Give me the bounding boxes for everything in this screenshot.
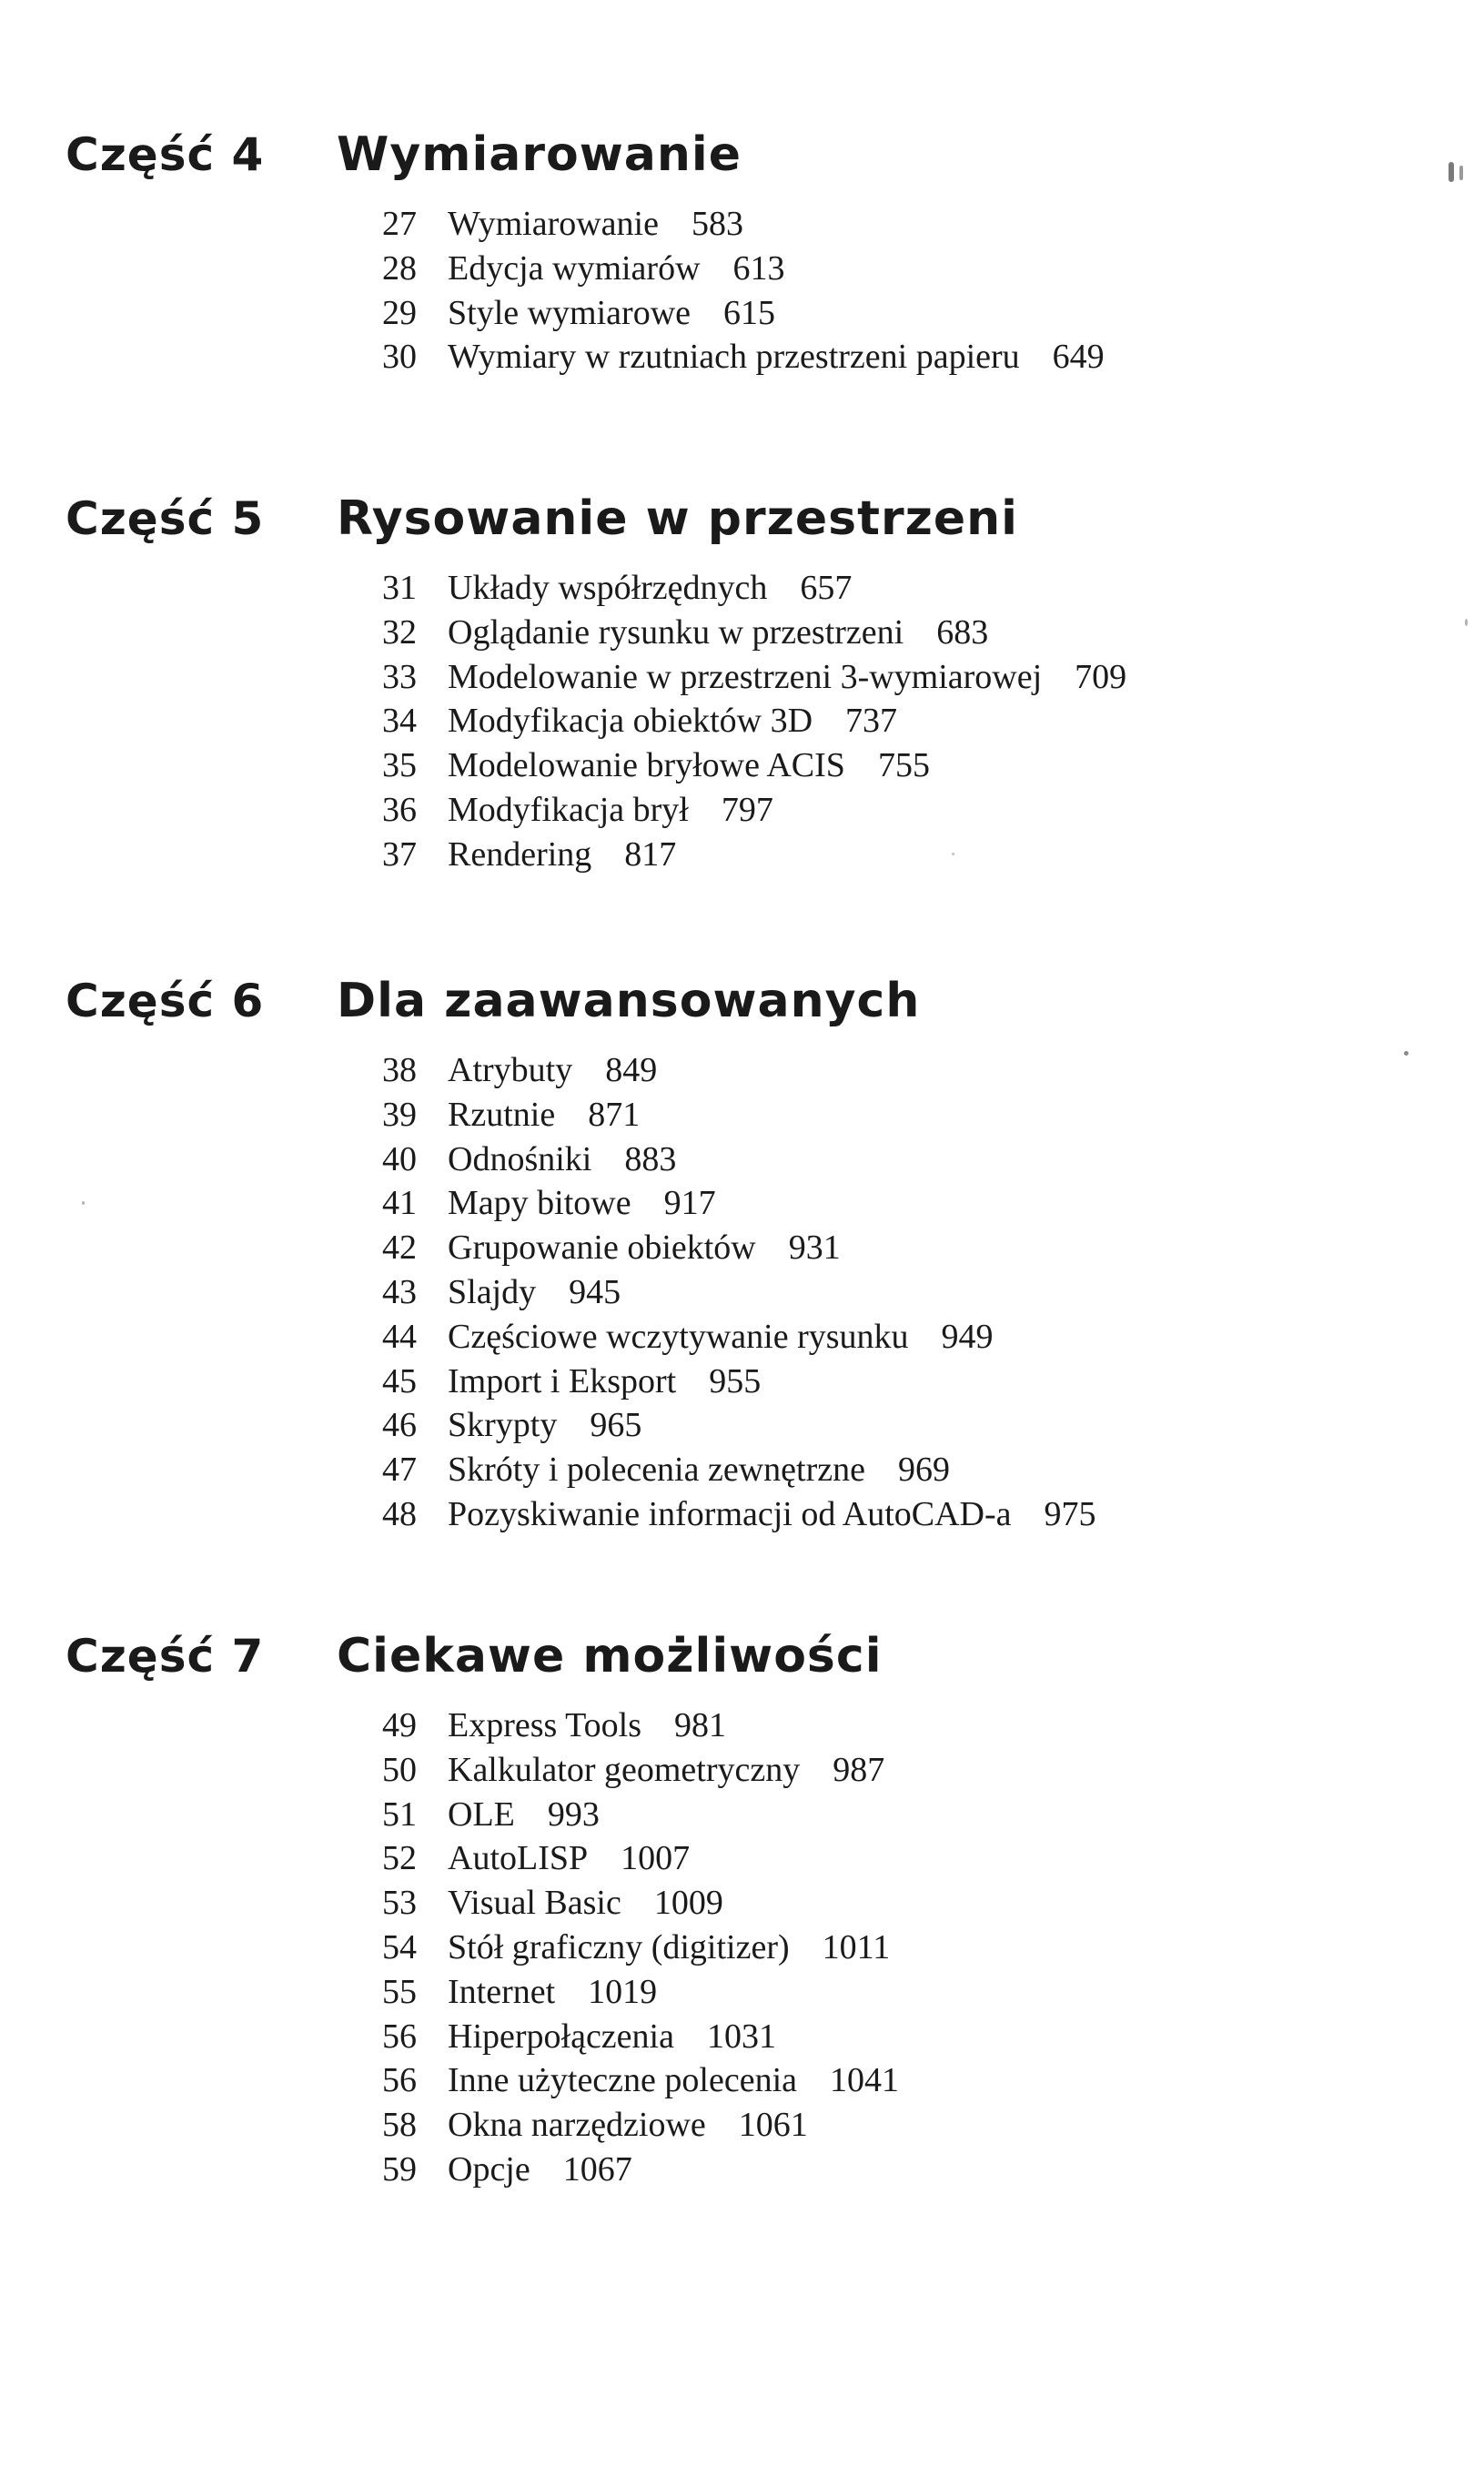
chapter-item bbox=[382, 1403, 1096, 1448]
chapter-item bbox=[382, 611, 1126, 655]
chapter-number: 30 bbox=[382, 338, 417, 377]
chapter-item bbox=[382, 1836, 899, 1881]
chapter-item bbox=[382, 833, 1126, 877]
chapter-page: 1061 bbox=[738, 2106, 808, 2145]
chapter-page: 613 bbox=[732, 248, 785, 288]
part-title: Wymiarowanie bbox=[337, 127, 742, 182]
chapter-title: Inne użyteczne polecenia bbox=[448, 2061, 797, 2100]
chapter-page: 709 bbox=[1075, 657, 1127, 696]
chapter-item bbox=[382, 291, 1105, 336]
chapter-number: 36 bbox=[382, 790, 417, 829]
scan-speck bbox=[1459, 166, 1463, 180]
chapter-title: Częściowe wczytywanie rysunku bbox=[448, 1317, 909, 1356]
chapter-page: 1009 bbox=[653, 1884, 723, 1923]
chapter-page: 683 bbox=[936, 612, 989, 652]
chapter-page: 1067 bbox=[562, 2149, 632, 2189]
chapter-list bbox=[382, 566, 1126, 877]
chapter-list bbox=[382, 202, 1105, 379]
chapter-page: 1007 bbox=[621, 1839, 691, 1878]
chapter-title: Kalkulator geometryczny bbox=[448, 1750, 801, 1789]
chapter-item bbox=[382, 202, 1105, 247]
chapter-item bbox=[382, 743, 1126, 788]
chapter-number: 52 bbox=[382, 1839, 417, 1878]
chapter-number: 53 bbox=[382, 1884, 417, 1923]
chapter-item bbox=[382, 1793, 899, 1837]
chapter-title: Rendering bbox=[448, 834, 592, 874]
chapter-number: 28 bbox=[382, 248, 417, 288]
part-title: Ciekawe możliwości bbox=[337, 1629, 883, 1683]
chapter-page: 955 bbox=[709, 1361, 762, 1400]
chapter-page: 797 bbox=[721, 790, 773, 829]
chapter-number: 27 bbox=[382, 205, 417, 243]
chapter-number: 56 bbox=[382, 2017, 417, 2056]
chapter-title: Internet bbox=[448, 1972, 556, 2011]
chapter-item bbox=[382, 1970, 899, 2015]
chapter-number: 49 bbox=[382, 1706, 417, 1744]
part-title: Dla zaawansowanych bbox=[337, 974, 921, 1028]
chapter-title: Opcje bbox=[448, 2149, 530, 2189]
chapter-number: 55 bbox=[382, 1972, 417, 2011]
chapter-title: Wymiary w rzutniach przestrzeni papieru bbox=[448, 338, 1020, 377]
part-title: Rysowanie w przestrzeni bbox=[337, 491, 1018, 546]
chapter-title: Edycja wymiarów bbox=[448, 248, 701, 288]
chapter-title: Wymiarowanie bbox=[448, 205, 659, 243]
chapter-page: 883 bbox=[624, 1139, 677, 1178]
chapter-page: 755 bbox=[877, 746, 930, 785]
chapter-number: 42 bbox=[382, 1228, 417, 1268]
chapter-page: 993 bbox=[547, 1794, 600, 1834]
chapter-page: 649 bbox=[1052, 338, 1105, 377]
chapter-number: 51 bbox=[382, 1794, 417, 1834]
chapter-page: 1019 bbox=[588, 1972, 658, 2011]
chapter-list bbox=[382, 1703, 899, 2192]
chapter-item bbox=[382, 1492, 1096, 1537]
chapter-number: 31 bbox=[382, 569, 417, 607]
chapter-page: 975 bbox=[1044, 1494, 1096, 1533]
chapter-page: 965 bbox=[590, 1406, 642, 1445]
chapter-item bbox=[382, 1926, 899, 1970]
chapter-item bbox=[382, 788, 1126, 833]
chapter-page: 615 bbox=[723, 293, 776, 332]
chapter-title: Okna narzędziowe bbox=[448, 2106, 706, 2145]
chapter-number: 37 bbox=[382, 834, 417, 874]
chapter-number: 50 bbox=[382, 1750, 417, 1789]
chapter-item bbox=[382, 1137, 1096, 1182]
part-label: Część 7 bbox=[66, 1630, 265, 1683]
chapter-title: Pozyskiwanie informacji od AutoCAD-a bbox=[448, 1494, 1012, 1533]
chapter-item bbox=[382, 335, 1105, 379]
chapter-page: 657 bbox=[800, 569, 853, 607]
chapter-number: 45 bbox=[382, 1361, 417, 1400]
chapter-item bbox=[382, 1048, 1096, 1093]
chapter-number: 54 bbox=[382, 1927, 417, 1966]
chapter-page: 1011 bbox=[822, 1927, 891, 1966]
chapter-title: Rzutnie bbox=[448, 1095, 556, 1134]
chapter-number: 58 bbox=[382, 2106, 417, 2145]
chapter-title: Import i Eksport bbox=[448, 1361, 677, 1400]
chapter-number: 59 bbox=[382, 2149, 417, 2189]
part-label: Część 4 bbox=[66, 128, 265, 181]
chapter-number: 39 bbox=[382, 1095, 417, 1134]
chapter-list bbox=[382, 1048, 1096, 1537]
chapter-number: 29 bbox=[382, 293, 417, 332]
chapter-page: 1031 bbox=[706, 2017, 776, 2056]
chapter-item bbox=[382, 1360, 1096, 1404]
chapter-number: 48 bbox=[382, 1494, 417, 1533]
chapter-title: Modelowanie bryłowe ACIS bbox=[448, 746, 845, 785]
chapter-page: 917 bbox=[663, 1184, 716, 1223]
chapter-item bbox=[382, 1703, 899, 1748]
chapter-item bbox=[382, 1093, 1096, 1137]
chapter-item bbox=[382, 2103, 899, 2148]
chapter-page: 817 bbox=[624, 834, 677, 874]
chapter-title: Modyfikacja obiektów 3D bbox=[448, 702, 813, 741]
chapter-title: Układy współrzędnych bbox=[448, 569, 768, 607]
chapter-item bbox=[382, 2058, 899, 2103]
chapter-title: Modyfikacja brył bbox=[448, 790, 689, 829]
chapter-number: 41 bbox=[382, 1184, 417, 1223]
chapter-item bbox=[382, 655, 1126, 700]
chapter-title: Grupowanie obiektów bbox=[448, 1228, 756, 1268]
scan-speck bbox=[1449, 162, 1454, 182]
chapter-number: 33 bbox=[382, 657, 417, 696]
scan-speck bbox=[952, 853, 954, 855]
part-label: Część 6 bbox=[66, 975, 265, 1027]
chapter-page: 737 bbox=[845, 702, 898, 741]
chapter-title: Slajdy bbox=[448, 1272, 537, 1311]
chapter-number: 44 bbox=[382, 1317, 417, 1356]
chapter-number: 32 bbox=[382, 612, 417, 652]
chapter-number: 46 bbox=[382, 1406, 417, 1445]
chapter-number: 34 bbox=[382, 702, 417, 741]
chapter-item bbox=[382, 1315, 1096, 1360]
chapter-title: Style wymiarowe bbox=[448, 293, 692, 332]
chapter-page: 849 bbox=[605, 1051, 658, 1089]
chapter-page: 583 bbox=[691, 205, 743, 243]
chapter-item bbox=[382, 566, 1126, 611]
chapter-item bbox=[382, 1181, 1096, 1226]
chapter-item bbox=[382, 1270, 1096, 1315]
chapter-page: 987 bbox=[833, 1750, 885, 1789]
scan-speck bbox=[1465, 619, 1468, 626]
chapter-page: 871 bbox=[588, 1095, 641, 1134]
scan-speck bbox=[1404, 1051, 1408, 1056]
chapter-page: 949 bbox=[941, 1317, 994, 1356]
chapter-page: 1041 bbox=[830, 2061, 899, 2100]
chapter-item bbox=[382, 1748, 899, 1793]
chapter-number: 56 bbox=[382, 2061, 417, 2100]
chapter-item bbox=[382, 2148, 899, 2192]
chapter-number: 35 bbox=[382, 746, 417, 785]
chapter-item bbox=[382, 1881, 899, 1926]
chapter-page: 969 bbox=[897, 1451, 950, 1490]
chapter-title: AutoLISP bbox=[448, 1839, 589, 1878]
chapter-page: 931 bbox=[788, 1228, 841, 1268]
scan-speck bbox=[82, 1201, 85, 1205]
chapter-title: Express Tools bbox=[448, 1706, 642, 1744]
chapter-title: Visual Basic bbox=[448, 1884, 621, 1923]
chapter-item bbox=[382, 247, 1105, 291]
chapter-number: 40 bbox=[382, 1139, 417, 1178]
chapter-title: Oglądanie rysunku w przestrzeni bbox=[448, 612, 904, 652]
chapter-number: 38 bbox=[382, 1051, 417, 1089]
chapter-title: OLE bbox=[448, 1794, 515, 1834]
chapter-item bbox=[382, 2015, 899, 2059]
chapter-number: 43 bbox=[382, 1272, 417, 1311]
chapter-title: Modelowanie w przestrzeni 3-wymiarowej bbox=[448, 657, 1043, 696]
part-label: Część 5 bbox=[66, 492, 265, 545]
chapter-title: Atrybuty bbox=[448, 1051, 573, 1089]
chapter-title: Stół graficzny (digitizer) bbox=[448, 1927, 790, 1966]
chapter-item bbox=[382, 1226, 1096, 1270]
chapter-item bbox=[382, 699, 1126, 743]
chapter-title: Odnośniki bbox=[448, 1139, 592, 1178]
chapter-page: 981 bbox=[674, 1706, 727, 1744]
chapter-title: Skróty i polecenia zewnętrzne bbox=[448, 1451, 865, 1490]
chapter-title: Mapy bitowe bbox=[448, 1184, 631, 1223]
chapter-item bbox=[382, 1448, 1096, 1492]
chapter-title: Hiperpołączenia bbox=[448, 2017, 674, 2056]
chapter-number: 47 bbox=[382, 1451, 417, 1490]
chapter-page: 945 bbox=[569, 1272, 621, 1311]
chapter-title: Skrypty bbox=[448, 1406, 558, 1445]
